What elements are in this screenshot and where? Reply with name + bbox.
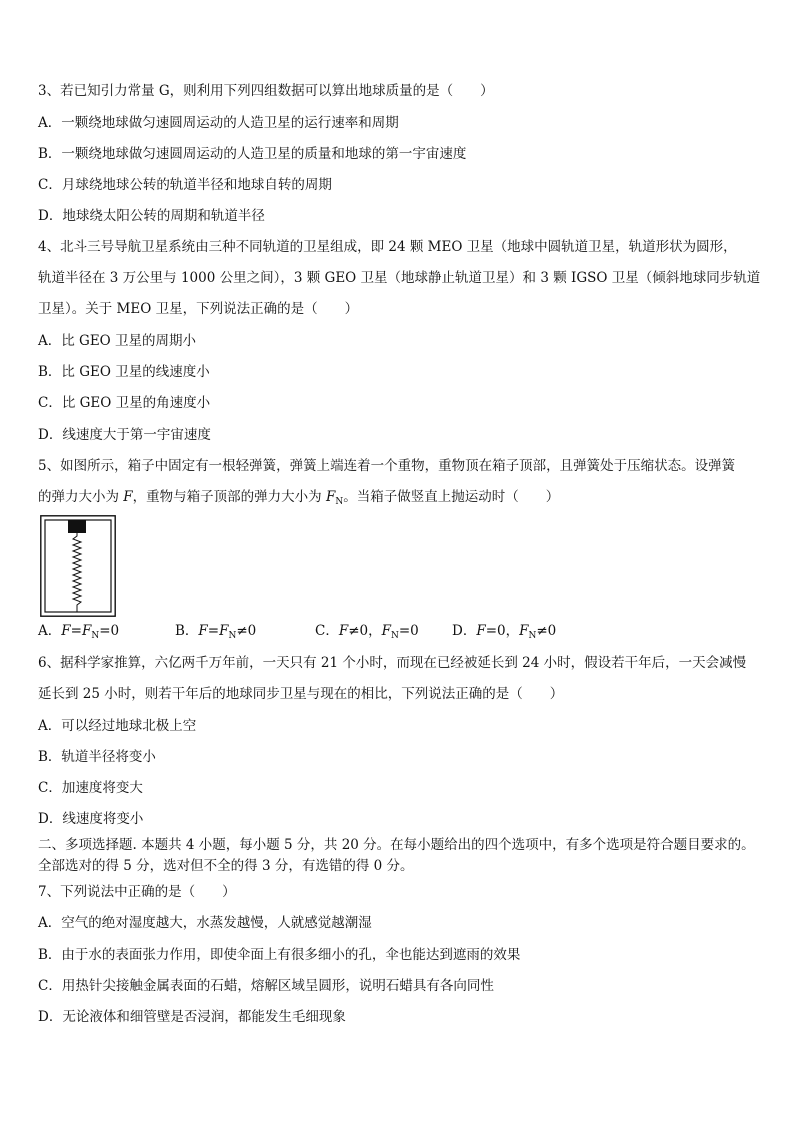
q7-option-d: D．无论液体和细管壁是否浸润，都能发生毛细现象 <box>38 1009 346 1025</box>
q7-stem: 7、下列说法中正确的是（ ） <box>38 884 236 900</box>
q5-option-b: B．$F=F_N\ne 0$ <box>175 623 257 641</box>
q5-var-f: F <box>123 489 133 505</box>
spring-coil <box>73 533 81 612</box>
q5-option-a: A．$F=F_N=0$ <box>38 623 120 641</box>
q4-option-d: D．线速度大于第一宇宙速度 <box>38 427 211 443</box>
q5-stem-text-c: 。当箱子做竖直上抛运动时（ ） <box>343 489 560 505</box>
q7-option-a: A．空气的绝对湿度越大，水蒸发越慢，人就感觉越潮湿 <box>38 915 372 931</box>
q4-stem-line-1: 4、北斗三号导航卫星系统由三种不同轨道的卫星组成，即 24 颗 MEO 卫星（地球中圆轨道卫星，轨道形状为圆形， <box>38 239 737 255</box>
q4-stem-line-2: 轨道半径在 3 万公里与 1000 公里之间），3 颗 GEO 卫星（地球静止轨道卫星）和 3 颗 IGSO 卫星（倾斜地球同步轨道 <box>38 270 761 286</box>
q4-option-b: B．比 GEO 卫星的线速度小 <box>38 364 210 380</box>
q4-option-a: A．比 GEO 卫星的周期小 <box>38 333 197 349</box>
q5-option-c: C．F≠0，$F_N=0$ <box>315 623 419 641</box>
q6-option-b: B．轨道半径将变小 <box>38 749 156 765</box>
q6-option-c: C．加速度将变大 <box>38 780 143 796</box>
q3-option-d: D．地球绕太阳公转的周期和轨道半径 <box>38 208 265 224</box>
q5-stem-text-a: 的弹力大小为 <box>38 489 124 505</box>
q6-option-d: D．线速度将变小 <box>38 811 144 827</box>
q3-option-b: B．一颗绕地球做匀速圆周运动的人造卫星的质量和地球的第一宇宙速度 <box>38 146 467 162</box>
box-spring-figure <box>40 515 116 617</box>
q5-var-fn: F <box>325 489 336 505</box>
q7-option-b: B．由于水的表面张力作用，即使伞面上有很多细小的孔，伞也能达到遮雨的效果 <box>38 947 521 963</box>
q5-stem-line-2 <box>38 488 559 511</box>
q6-stem-line-1: 6、据科学家推算，六亿两千万年前，一天只有 21 个小时，而现在已经被延长到 24 小时，假设若干年后，一天会减慢 <box>38 655 747 671</box>
section2-heading-line-2: 全部选对的得 5 分，选对但不全的得 3 分，有选错的得 0 分。 <box>38 858 414 874</box>
q6-option-a: A．可以经过地球北极上空 <box>38 718 197 734</box>
q5-stem-line-1: 5、如图所示，箱子中固定有一根轻弹簧，弹簧上端连着一个重物，重物顶在箱子顶部，且弹簧处于压缩状态。设弹簧 <box>38 458 736 474</box>
q6-stem-line-2: 延长到 25 小时，则若干年后的地球同步卫星与现在的相比，下列说法正确的是（ ） <box>38 686 564 702</box>
section2-heading-line-1: 二、多项选择题. 本题共 4 小题，每小题 5 分，共 20 分。在每小题给出的四个选项中，有多个选项是符合题目要求的。 <box>38 837 755 853</box>
weight-block <box>68 520 86 533</box>
q3-option-c: C．月球绕地球公转的轨道半径和地球自转的周期 <box>38 177 332 193</box>
q4-stem-line-3: 卫星）。关于 MEO 卫星，下列说法正确的是（ ） <box>38 301 359 317</box>
q4-option-c: C．比 GEO 卫星的角速度小 <box>38 395 211 411</box>
q5-sub-n: N <box>335 497 344 507</box>
q5-option-d: D．F=0，$F_N\ne 0$ <box>452 623 557 641</box>
box-inner-wall <box>45 520 111 612</box>
q3-stem: 3、若已知引力常量 G，则利用下列四组数据可以算出地球质量的是（ ） <box>38 83 494 99</box>
q5-stem-text-b: ，重物与箱子顶部的弹力大小为 <box>132 489 326 505</box>
q3-option-a: A．一颗绕地球做匀速圆周运动的人造卫星的运行速率和周期 <box>38 115 399 131</box>
q7-option-c: C．用热针尖接触金属表面的石蜡，熔解区域呈圆形，说明石蜡具有各向同性 <box>38 978 494 994</box>
